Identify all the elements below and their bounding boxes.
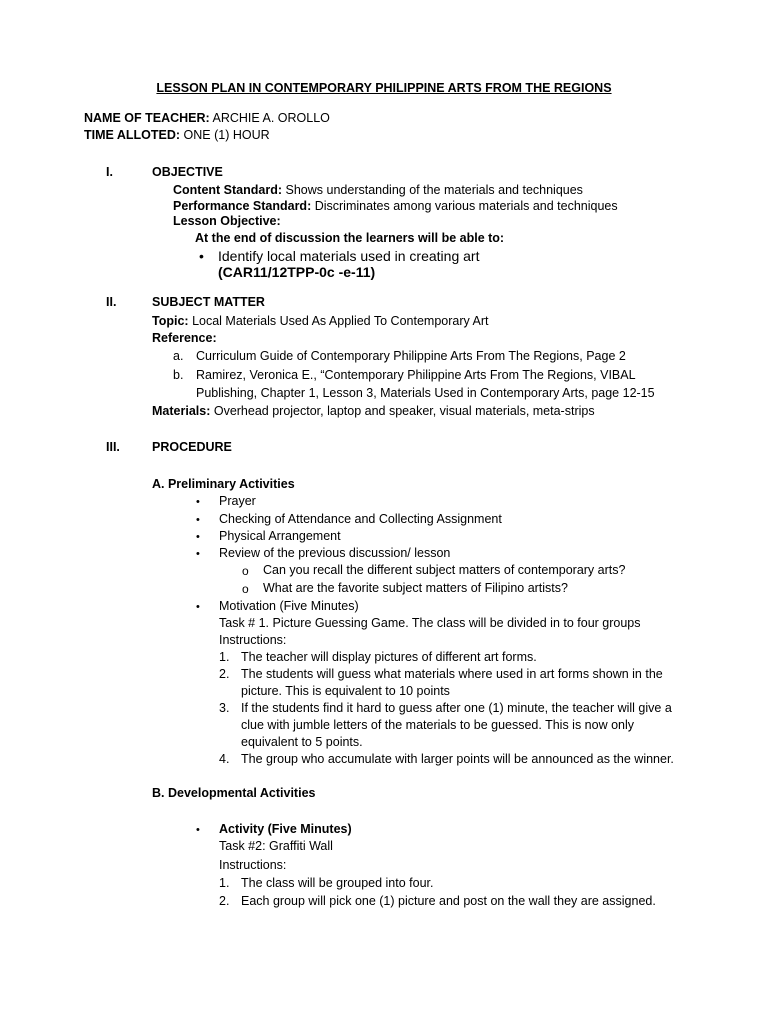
step-text: Each group will pick one (1) picture and post on the wall they are assigned. (241, 894, 656, 908)
step-text: clue with jumble letters of the materials to be guessed. This is now only (241, 718, 635, 732)
reference-label: Reference: (152, 331, 217, 345)
performance-standard-label: Performance Standard: (173, 199, 312, 213)
review-question: What are the favorite subject matters of Filipino artists? (263, 581, 568, 595)
step-number: 2. (219, 667, 230, 681)
performance-standard-text: Discriminates among various materials and techniques (314, 199, 618, 213)
time-label: TIME ALLOTED: (84, 128, 181, 142)
reference-b-marker: b. (173, 368, 184, 382)
content-standard-label: Content Standard: (173, 183, 283, 197)
bullet-icon: • (196, 601, 200, 613)
instructions2-label: Instructions: (219, 858, 287, 872)
objective-item: Identify local materials used in creating art (218, 248, 480, 264)
time-value: ONE (1) HOUR (183, 128, 270, 142)
objective-bullet: • (199, 248, 204, 264)
step-text: The group who accumulate with larger points will be announced as the winner. (241, 752, 674, 766)
activity-label: Activity (Five Minutes) (219, 822, 352, 836)
step-text: picture. This is equivalent to 10 points (241, 684, 450, 698)
content-standard-text: Shows understanding of the materials and techniques (285, 183, 583, 197)
task1-text: Task # 1. Picture Guessing Game. The class will be divided in to four groups (219, 616, 641, 630)
time-line (84, 127, 270, 143)
prelim-item: Review of the previous discussion/ lesson (219, 546, 451, 560)
bullet-icon: • (196, 548, 200, 560)
performance-standard (173, 198, 618, 214)
preliminary-heading: A. Preliminary Activities (152, 477, 295, 491)
sub-bullet-icon: o (242, 564, 249, 578)
bullet-icon: • (196, 496, 200, 508)
step-number: 4. (219, 752, 230, 766)
materials-label: Materials: (152, 404, 211, 418)
reference-a-marker: a. (173, 349, 184, 363)
teacher-name: ARCHIE A. OROLLO (212, 111, 330, 125)
task2-text: Task #2: Graffiti Wall (219, 839, 333, 853)
section-numeral-procedure: III. (106, 440, 120, 454)
lesson-objective-intro: At the end of discussion the learners will be able to: (195, 231, 505, 245)
teacher-line (84, 110, 330, 126)
instructions-label: Instructions: (219, 633, 287, 647)
step-text: The students will guess what materials where used in art forms shown in the (241, 667, 663, 681)
motivation-label: Motivation (Five Minutes) (219, 599, 359, 613)
section-heading-objective: OBJECTIVE (152, 165, 223, 179)
bullet-icon: • (196, 531, 200, 543)
materials-text: Overhead projector, laptop and speaker, visual materials, meta-strips (213, 404, 595, 418)
review-question: Can you recall the different subject matters of contemporary arts? (263, 563, 626, 577)
section-heading-procedure: PROCEDURE (152, 440, 232, 454)
content-standard (173, 182, 583, 198)
teacher-label: NAME OF TEACHER: (84, 111, 210, 125)
bullet-icon: • (196, 514, 200, 526)
step-number: 2. (219, 894, 230, 908)
reference-b-line2: Publishing, Chapter 1, Lesson 3, Materials Used in Contemporary Arts, page 12-15 (196, 386, 655, 400)
materials-line (152, 403, 595, 419)
bullet-icon: • (196, 824, 200, 836)
step-text: equivalent to 5 points. (241, 735, 363, 749)
sub-bullet-icon: o (242, 582, 249, 596)
section-heading-subject: SUBJECT MATTER (152, 295, 265, 309)
document-title: LESSON PLAN IN CONTEMPORARY PHILIPPINE ARTS FROM THE REGIONS (156, 81, 612, 95)
step-text: The teacher will display pictures of different art forms. (241, 650, 537, 664)
step-number: 3. (219, 701, 230, 715)
reference-a: Curriculum Guide of Contemporary Philippine Arts From The Regions, Page 2 (196, 349, 626, 363)
prelim-item: Physical Arrangement (219, 529, 341, 543)
topic-line (152, 313, 489, 329)
step-number: 1. (219, 876, 230, 890)
step-number: 1. (219, 650, 230, 664)
topic-text: Local Materials Used As Applied To Contemporary Art (192, 314, 489, 328)
step-text: The class will be grouped into four. (241, 876, 434, 890)
section-numeral-subject: II. (106, 295, 117, 309)
section-numeral-objective: I. (106, 165, 113, 179)
topic-label: Topic: (152, 314, 189, 328)
lesson-objective-label: Lesson Objective: (173, 214, 281, 228)
reference-b-line1: Ramirez, Veronica E., “Contemporary Philippine Arts From The Regions, VIBAL (196, 368, 636, 382)
step-text: If the students find it hard to guess after one (1) minute, the teacher will give a (241, 701, 672, 715)
prelim-item: Checking of Attendance and Collecting Assignment (219, 512, 502, 526)
developmental-heading: B. Developmental Activities (152, 786, 316, 800)
objective-code: (CAR11/12TPP-0c -e-11) (218, 264, 376, 280)
prelim-item: Prayer (219, 494, 256, 508)
